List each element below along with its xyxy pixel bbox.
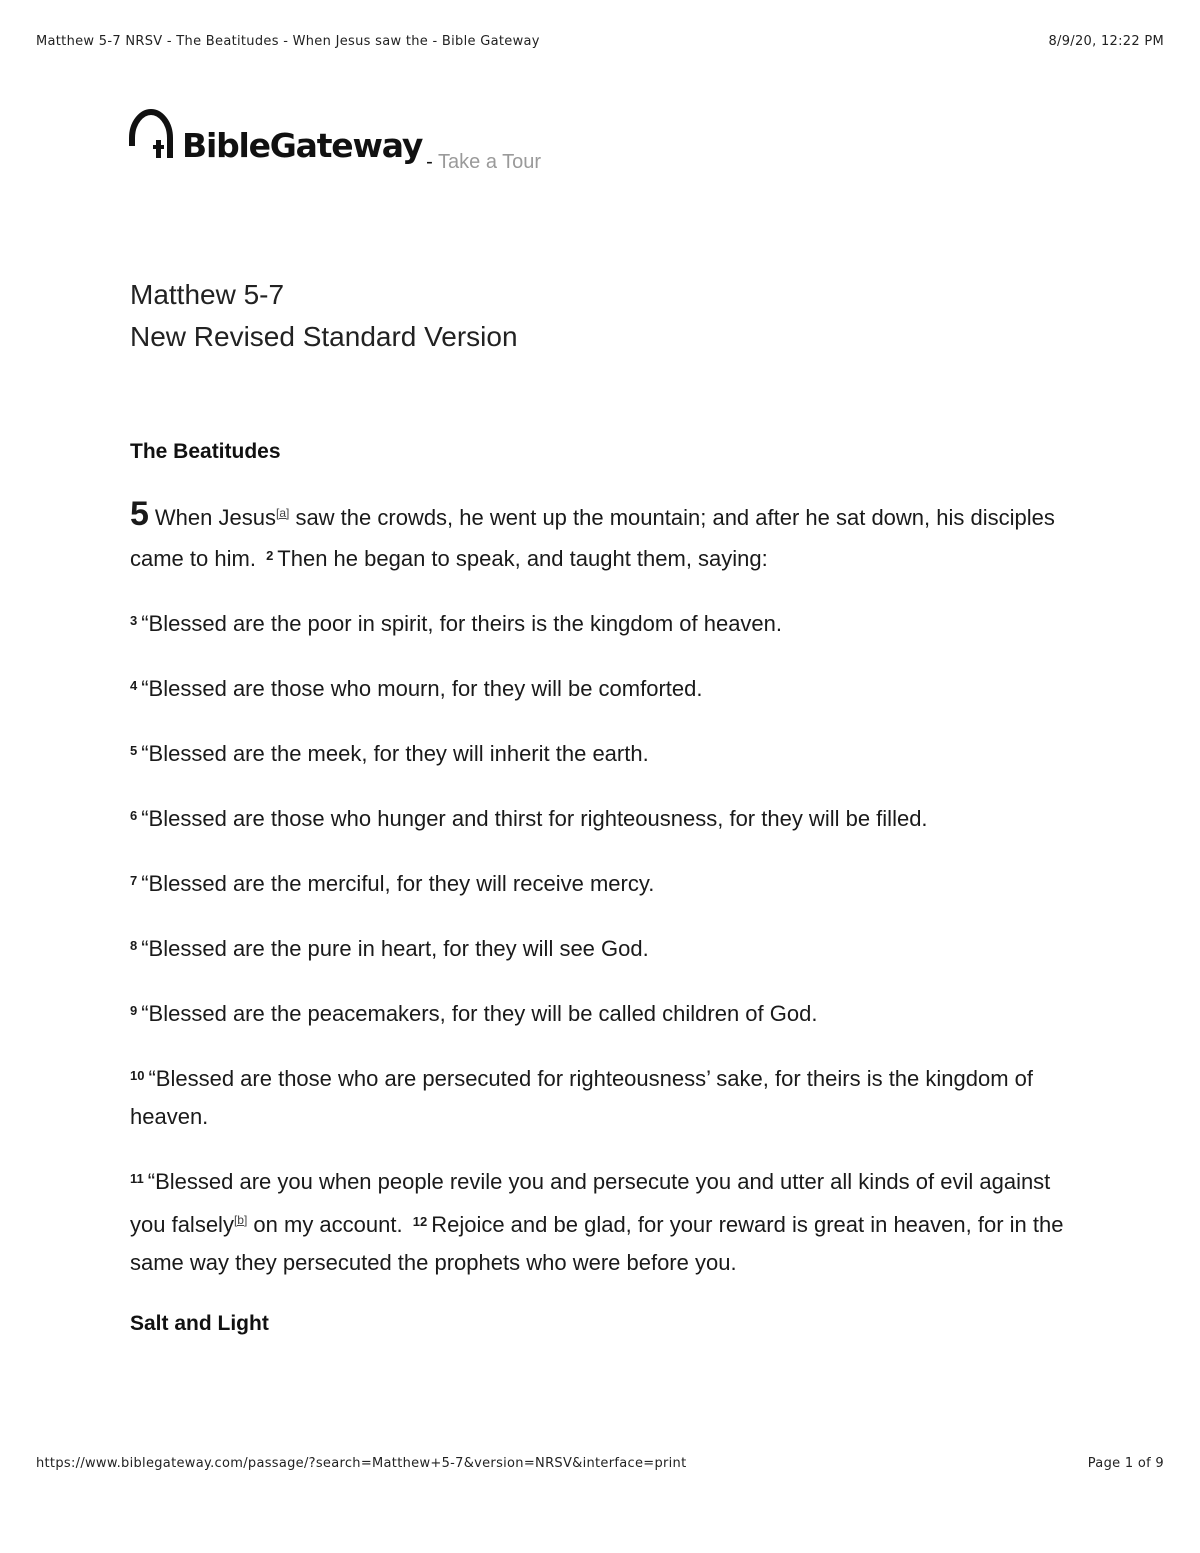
verse-paragraph [130,732,1080,773]
verse-text: “Blessed are the peacemakers, for they will be called children of God. [141,1001,818,1026]
verse-text: “Blessed are the pure in heart, for they will see God. [141,936,649,961]
section-heading-beatitudes: The Beatitudes [130,440,281,463]
verse-paragraph [130,862,1080,903]
passage-reference: Matthew 5-7 [130,279,285,310]
chapter-number: 5 [130,495,149,533]
verse-number: 6 [130,808,138,823]
verse-paragraph [130,1057,1080,1136]
verse-text: “Blessed are those who hunger and thirst for righteousness, for they will be filled. [141,806,928,831]
verse-text: “Blessed are those who are persecuted for righteousness’ sake, for theirs is the kingdom of heaven. [130,1066,1034,1129]
passage-version: New Revised Standard Version [130,321,518,352]
verse-text: “Blessed are you when people revile you and persecute you and utter all kinds of evil against you falsely [130,1169,1051,1237]
verse-paragraph [130,927,1080,968]
verse-number: 3 [130,613,138,628]
passage-header [130,274,518,358]
print-header [36,34,1164,49]
footnote-link[interactable]: [a] [275,506,290,520]
verse-text: saw the crowds, he went up the mountain; and after he sat down, his disciples came to him. [130,505,1055,571]
verse-paragraph [130,1160,1080,1282]
brand-header [128,108,542,173]
section-heading-salt-and-light: Salt and Light [130,1312,269,1335]
verse-paragraph [130,494,1080,578]
verse-text: When Jesus [154,505,276,530]
verse-paragraph [130,992,1080,1033]
verse-paragraph [130,602,1080,643]
brand-name[interactable]: BibleGateway [182,126,423,165]
verse-text: Then he began to speak, and taught them, saying: [277,546,768,571]
verse-number: 9 [130,1003,138,1018]
verse-number: 4 [130,678,138,693]
print-footer [36,1456,1164,1471]
print-header-title: Matthew 5-7 NRSV - The Beatitudes - When Jesus saw the - Bible Gateway [36,34,540,49]
take-a-tour-link[interactable] [426,151,541,174]
verse-text: Rejoice and be glad, for your reward is great in heaven, for in the same way they persecuted the prophets who were before you. [130,1212,1064,1275]
passage-text [130,440,1080,1336]
verse-paragraph [130,797,1080,838]
print-footer-page: Page 1 of 9 [1087,1456,1164,1471]
verse-number: 10 [130,1068,145,1083]
verse-text: “Blessed are those who mourn, for they will be comforted. [141,676,703,701]
print-header-datetime: 8/9/20, 12:22 PM [1048,34,1164,49]
verse-number: 2 [266,548,274,563]
verse-paragraph [130,667,1080,708]
verse-number: 12 [412,1214,428,1229]
verse-number: 7 [130,873,138,888]
verse-number: 8 [130,938,138,953]
print-footer-url: https://www.biblegateway.com/passage/?search=Matthew+5-7&version=NRSV&interface=print [36,1456,687,1471]
verse-text: “Blessed are the merciful, for they will receive mercy. [141,871,655,896]
biblegateway-logo-icon[interactable] [128,108,174,162]
verse-text: “Blessed are the meek, for they will inherit the earth. [141,741,649,766]
footnote-link[interactable]: [b] [233,1213,248,1227]
tour-prefix: - [426,151,433,173]
take-a-tour-label: Take a Tour [438,151,542,173]
verse-number: 5 [130,743,138,758]
verse-text: “Blessed are the poor in spirit, for theirs is the kingdom of heaven. [141,611,783,636]
verse-text: on my account. [247,1212,403,1237]
verse-number: 11 [130,1171,144,1186]
